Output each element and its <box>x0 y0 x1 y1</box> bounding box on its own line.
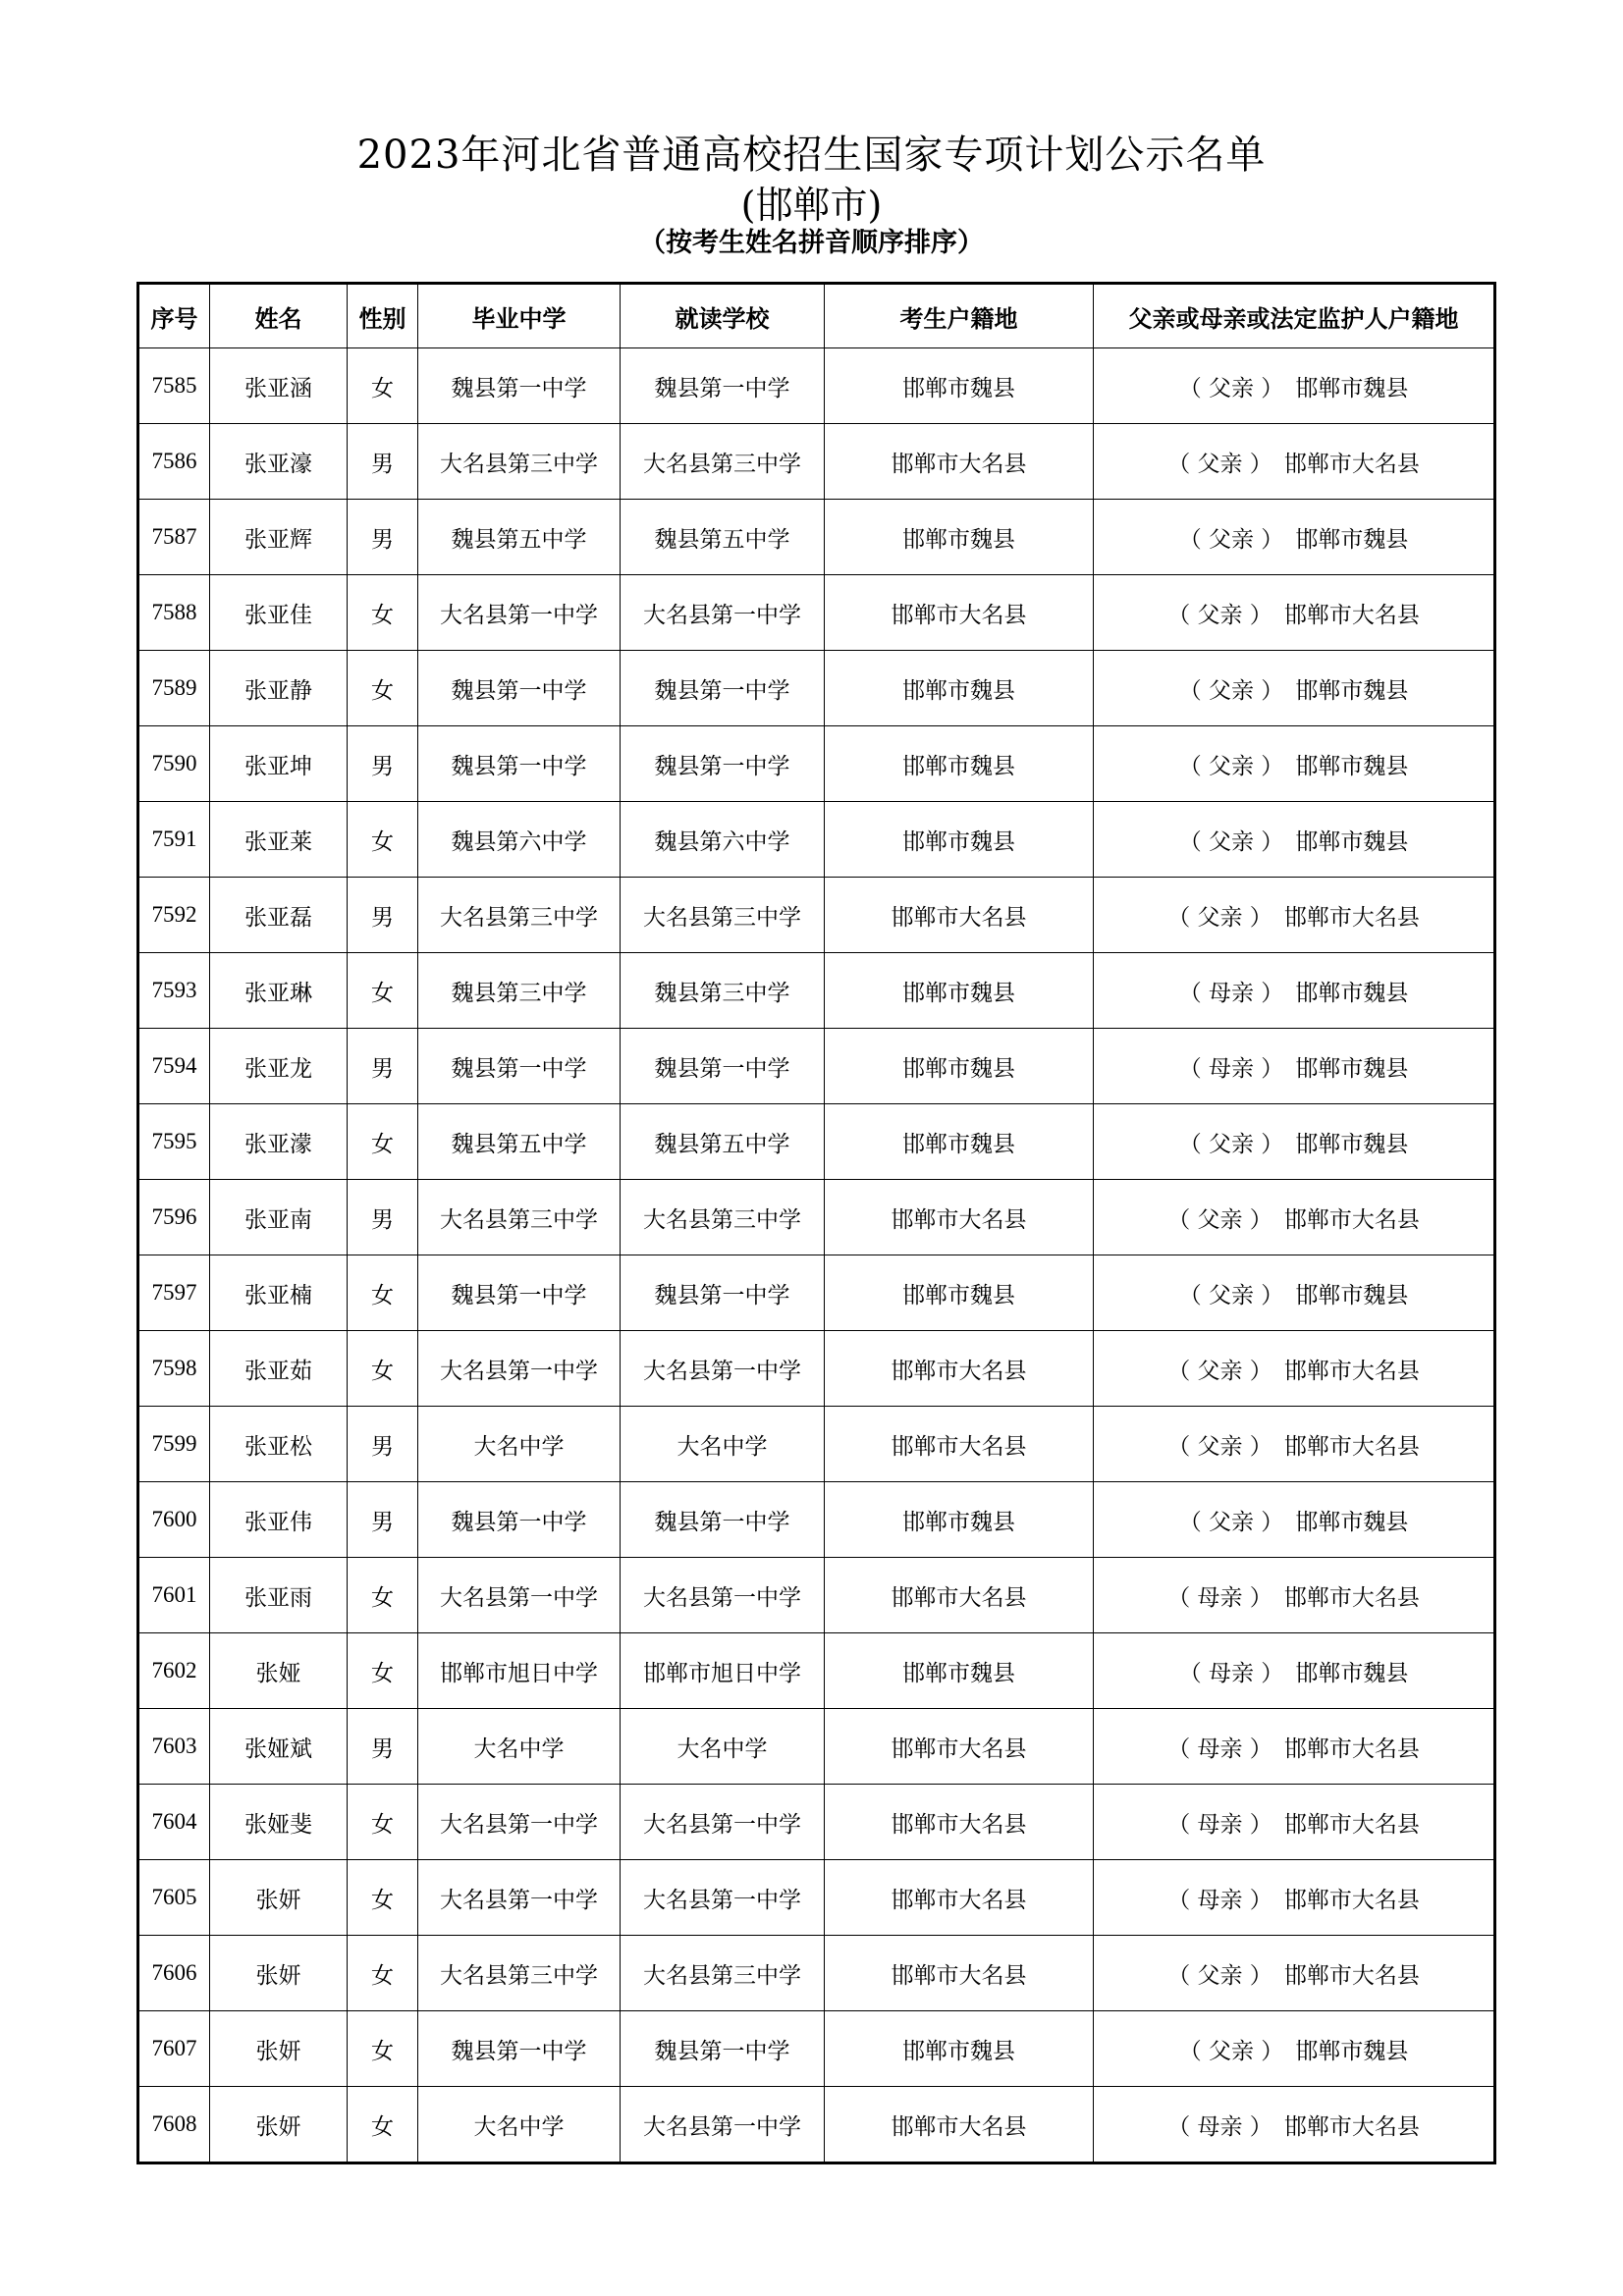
guardian-residence: 邯郸市魏县 <box>1295 828 1409 855</box>
cell-guardian <box>1094 1255 1495 1331</box>
cell-grad-school: 魏县第一中学 <box>418 348 621 424</box>
guardian-relation: （ 父亲 ） <box>1167 904 1272 931</box>
cell-residence: 邯郸市大名县 <box>825 878 1094 953</box>
table-row <box>138 1936 1495 2011</box>
cell-school: 魏县第一中学 <box>621 1482 825 1558</box>
cell-no: 7596 <box>138 1180 210 1255</box>
cell-no: 7599 <box>138 1407 210 1482</box>
cell-grad-school: 邯郸市旭日中学 <box>418 1633 621 1709</box>
table-row <box>138 2087 1495 2163</box>
cell-gender: 男 <box>348 1482 418 1558</box>
guardian-relation: （ 母亲 ） <box>1178 980 1284 1006</box>
guardian-relation: （ 父亲 ） <box>1167 1206 1272 1233</box>
guardian-residence: 邯郸市大名县 <box>1283 1206 1420 1233</box>
cell-residence: 邯郸市大名县 <box>825 1936 1094 2011</box>
cell-guardian <box>1094 1860 1495 1936</box>
cell-grad-school: 大名中学 <box>418 1709 621 1785</box>
cell-guardian <box>1094 651 1495 726</box>
table-row <box>138 1255 1495 1331</box>
cell-no: 7598 <box>138 1331 210 1407</box>
cell-grad-school: 魏县第五中学 <box>418 500 621 575</box>
cell-name: 张亚茹 <box>210 1331 348 1407</box>
cell-no: 7606 <box>138 1936 210 2011</box>
table-row <box>138 651 1495 726</box>
cell-gender: 女 <box>348 1104 418 1180</box>
cell-guardian <box>1094 1709 1495 1785</box>
cell-no: 7603 <box>138 1709 210 1785</box>
guardian-relation: （ 父亲 ） <box>1178 828 1284 855</box>
cell-residence: 邯郸市魏县 <box>825 726 1094 802</box>
col-header-name: 姓名 <box>210 284 348 348</box>
cell-grad-school: 大名县第三中学 <box>418 878 621 953</box>
cell-name: 张亚莱 <box>210 802 348 878</box>
table-row <box>138 1331 1495 1407</box>
guardian-residence: 邯郸市魏县 <box>1295 2038 1409 2064</box>
cell-name: 张娅 <box>210 1633 348 1709</box>
cell-guardian <box>1094 1936 1495 2011</box>
cell-guardian <box>1094 1180 1495 1255</box>
cell-name: 张亚楠 <box>210 1255 348 1331</box>
cell-no: 7601 <box>138 1558 210 1633</box>
cell-no: 7588 <box>138 575 210 651</box>
cell-gender: 男 <box>348 1029 418 1104</box>
page-title: 2023年河北省普通高校招生国家专项计划公示名单 <box>356 133 1267 178</box>
cell-name: 张亚静 <box>210 651 348 726</box>
cell-no: 7593 <box>138 953 210 1029</box>
guardian-relation: （ 父亲 ） <box>1178 2038 1284 2064</box>
cell-school: 魏县第三中学 <box>621 953 825 1029</box>
table-row <box>138 1104 1495 1180</box>
cell-school: 魏县第五中学 <box>621 1104 825 1180</box>
cell-gender: 女 <box>348 2011 418 2087</box>
guardian-residence: 邯郸市魏县 <box>1295 1660 1409 1686</box>
cell-no: 7604 <box>138 1785 210 1860</box>
cell-grad-school: 大名县第一中学 <box>418 1558 621 1633</box>
cell-guardian <box>1094 500 1495 575</box>
guardian-relation: （ 父亲 ） <box>1178 1282 1284 1308</box>
guardian-residence: 邯郸市大名县 <box>1283 602 1420 628</box>
cell-grad-school: 魏县第五中学 <box>418 1104 621 1180</box>
cell-grad-school: 大名县第三中学 <box>418 1936 621 2011</box>
table-row <box>138 1029 1495 1104</box>
cell-gender: 女 <box>348 953 418 1029</box>
cell-name: 张亚涵 <box>210 348 348 424</box>
cell-residence: 邯郸市魏县 <box>825 348 1094 424</box>
table-row <box>138 1785 1495 1860</box>
cell-no: 7608 <box>138 2087 210 2163</box>
cell-guardian <box>1094 2011 1495 2087</box>
cell-school: 魏县第一中学 <box>621 2011 825 2087</box>
cell-guardian <box>1094 1785 1495 1860</box>
guardian-residence: 邯郸市魏县 <box>1295 1509 1409 1535</box>
cell-grad-school: 大名县第一中学 <box>418 1331 621 1407</box>
cell-name: 张妍 <box>210 2011 348 2087</box>
guardian-residence: 邯郸市大名县 <box>1283 1962 1420 1989</box>
cell-residence: 邯郸市魏县 <box>825 1104 1094 1180</box>
cell-school: 大名县第一中学 <box>621 1558 825 1633</box>
cell-school: 大名县第一中学 <box>621 1331 825 1407</box>
cell-gender: 女 <box>348 802 418 878</box>
guardian-relation: （ 父亲 ） <box>1167 1962 1272 1989</box>
cell-residence: 邯郸市大名县 <box>825 575 1094 651</box>
guardian-residence: 邯郸市大名县 <box>1283 1433 1420 1460</box>
table-row <box>138 1180 1495 1255</box>
cell-no: 7586 <box>138 424 210 500</box>
table-row <box>138 1633 1495 1709</box>
guardian-relation: （ 父亲 ） <box>1167 602 1272 628</box>
guardian-relation: （ 父亲 ） <box>1178 677 1284 704</box>
guardian-residence: 邯郸市大名县 <box>1283 1358 1420 1384</box>
cell-gender: 女 <box>348 1558 418 1633</box>
cell-school: 大名县第一中学 <box>621 1785 825 1860</box>
cell-guardian <box>1094 1633 1495 1709</box>
col-header-gender: 性别 <box>348 284 418 348</box>
cell-residence: 邯郸市大名县 <box>825 1180 1094 1255</box>
cell-grad-school: 大名中学 <box>418 1407 621 1482</box>
cell-name: 张亚龙 <box>210 1029 348 1104</box>
cell-residence: 邯郸市大名县 <box>825 1785 1094 1860</box>
cell-residence: 邯郸市大名县 <box>825 2087 1094 2163</box>
cell-school: 邯郸市旭日中学 <box>621 1633 825 1709</box>
cell-grad-school: 魏县第一中学 <box>418 2011 621 2087</box>
cell-no: 7587 <box>138 500 210 575</box>
cell-school: 魏县第一中学 <box>621 726 825 802</box>
cell-school: 大名县第三中学 <box>621 878 825 953</box>
cell-gender: 女 <box>348 348 418 424</box>
cell-gender: 女 <box>348 1860 418 1936</box>
cell-residence: 邯郸市魏县 <box>825 802 1094 878</box>
cell-name: 张亚坤 <box>210 726 348 802</box>
table-row <box>138 878 1495 953</box>
guardian-relation: （ 父亲 ） <box>1178 526 1284 553</box>
guardian-relation: （ 母亲 ） <box>1167 1887 1272 1913</box>
table-row <box>138 1558 1495 1633</box>
cell-name: 张亚伟 <box>210 1482 348 1558</box>
cell-grad-school: 大名县第一中学 <box>418 1785 621 1860</box>
cell-residence: 邯郸市大名县 <box>825 1407 1094 1482</box>
cell-school: 大名县第三中学 <box>621 1936 825 2011</box>
guardian-residence: 邯郸市魏县 <box>1295 753 1409 779</box>
cell-grad-school: 魏县第一中学 <box>418 1255 621 1331</box>
cell-school: 魏县第一中学 <box>621 348 825 424</box>
cell-name: 张亚辉 <box>210 500 348 575</box>
cell-residence: 邯郸市大名县 <box>825 1860 1094 1936</box>
cell-grad-school: 大名县第一中学 <box>418 1860 621 1936</box>
cell-school: 魏县第一中学 <box>621 1029 825 1104</box>
cell-residence: 邯郸市大名县 <box>825 424 1094 500</box>
cell-guardian <box>1094 348 1495 424</box>
guardian-relation: （ 母亲 ） <box>1178 1055 1284 1082</box>
cell-no: 7591 <box>138 802 210 878</box>
col-header-residence: 考生户籍地 <box>825 284 1094 348</box>
table-row <box>138 575 1495 651</box>
cell-grad-school: 大名中学 <box>418 2087 621 2163</box>
cell-residence: 邯郸市魏县 <box>825 500 1094 575</box>
cell-school: 大名县第一中学 <box>621 1860 825 1936</box>
cell-no: 7589 <box>138 651 210 726</box>
guardian-relation: （ 母亲 ） <box>1167 1584 1272 1611</box>
guardian-relation: （ 父亲 ） <box>1178 753 1284 779</box>
cell-guardian <box>1094 802 1495 878</box>
guardian-residence: 邯郸市大名县 <box>1283 1735 1420 1762</box>
cell-name: 张亚雨 <box>210 1558 348 1633</box>
cell-school: 魏县第五中学 <box>621 500 825 575</box>
cell-school: 大名中学 <box>621 1709 825 1785</box>
col-header-guardian-residence: 父亲或母亲或法定监护人户籍地 <box>1094 284 1495 348</box>
cell-residence: 邯郸市魏县 <box>825 1482 1094 1558</box>
cell-school: 魏县第六中学 <box>621 802 825 878</box>
cell-name: 张亚佳 <box>210 575 348 651</box>
cell-name: 张亚松 <box>210 1407 348 1482</box>
guardian-residence: 邯郸市大名县 <box>1283 2113 1420 2140</box>
guardian-residence: 邯郸市魏县 <box>1295 1282 1409 1308</box>
table-row <box>138 2011 1495 2087</box>
cell-gender: 男 <box>348 424 418 500</box>
table-row <box>138 348 1495 424</box>
cell-residence: 邯郸市大名县 <box>825 1709 1094 1785</box>
cell-gender: 女 <box>348 651 418 726</box>
cell-no: 7607 <box>138 2011 210 2087</box>
guardian-residence: 邯郸市大名县 <box>1283 451 1420 477</box>
guardian-residence: 邯郸市魏县 <box>1295 526 1409 553</box>
guardian-residence: 邯郸市大名县 <box>1283 904 1420 931</box>
cell-residence: 邯郸市魏县 <box>825 1633 1094 1709</box>
table-row <box>138 1709 1495 1785</box>
cell-grad-school: 大名县第三中学 <box>418 424 621 500</box>
cell-grad-school: 魏县第一中学 <box>418 1482 621 1558</box>
table-row <box>138 726 1495 802</box>
guardian-residence: 邯郸市魏县 <box>1295 980 1409 1006</box>
table-row <box>138 802 1495 878</box>
table-row <box>138 953 1495 1029</box>
table-row <box>138 500 1495 575</box>
guardian-relation: （ 母亲 ） <box>1167 1811 1272 1838</box>
cell-gender: 男 <box>348 1407 418 1482</box>
cell-residence: 邯郸市魏县 <box>825 651 1094 726</box>
cell-no: 7595 <box>138 1104 210 1180</box>
cell-school: 大名县第一中学 <box>621 575 825 651</box>
col-header-grad-school: 毕业中学 <box>418 284 621 348</box>
table-row <box>138 1860 1495 1936</box>
guardian-residence: 邯郸市魏县 <box>1295 375 1409 401</box>
cell-guardian <box>1094 1558 1495 1633</box>
cell-gender: 男 <box>348 726 418 802</box>
table-header-row <box>138 284 1495 348</box>
cell-guardian <box>1094 1029 1495 1104</box>
cell-guardian <box>1094 575 1495 651</box>
cell-residence: 邯郸市魏县 <box>825 1255 1094 1331</box>
cell-name: 张妍 <box>210 1860 348 1936</box>
guardian-residence: 邯郸市大名县 <box>1283 1584 1420 1611</box>
col-header-no: 序号 <box>138 284 210 348</box>
page-subtitle: (邯郸市) <box>740 184 883 227</box>
cell-grad-school: 魏县第一中学 <box>418 726 621 802</box>
cell-guardian <box>1094 424 1495 500</box>
cell-name: 张亚南 <box>210 1180 348 1255</box>
cell-grad-school: 魏县第三中学 <box>418 953 621 1029</box>
cell-gender: 女 <box>348 1633 418 1709</box>
cell-no: 7594 <box>138 1029 210 1104</box>
cell-gender: 女 <box>348 1785 418 1860</box>
cell-grad-school: 魏县第六中学 <box>418 802 621 878</box>
cell-no: 7592 <box>138 878 210 953</box>
roster-table <box>136 282 1496 2164</box>
cell-gender: 男 <box>348 878 418 953</box>
cell-grad-school: 魏县第一中学 <box>418 651 621 726</box>
cell-no: 7602 <box>138 1633 210 1709</box>
cell-school: 魏县第一中学 <box>621 651 825 726</box>
cell-school: 大名县第三中学 <box>621 424 825 500</box>
table-row <box>138 1407 1495 1482</box>
cell-grad-school: 大名县第三中学 <box>418 1180 621 1255</box>
table-body <box>138 348 1495 2163</box>
col-header-school: 就读学校 <box>621 284 825 348</box>
guardian-relation: （ 父亲 ） <box>1178 375 1284 401</box>
cell-school: 魏县第一中学 <box>621 1255 825 1331</box>
sort-note: （按考生姓名拼音顺序排序） <box>639 228 984 258</box>
guardian-relation: （ 父亲 ） <box>1167 451 1272 477</box>
cell-school: 大名中学 <box>621 1407 825 1482</box>
cell-residence: 邯郸市大名县 <box>825 1558 1094 1633</box>
guardian-relation: （ 母亲 ） <box>1167 2113 1272 2140</box>
guardian-relation: （ 母亲 ） <box>1178 1660 1284 1686</box>
guardian-residence: 邯郸市大名县 <box>1283 1887 1420 1913</box>
cell-no: 7605 <box>138 1860 210 1936</box>
guardian-relation: （ 父亲 ） <box>1167 1358 1272 1384</box>
cell-gender: 女 <box>348 2087 418 2163</box>
cell-no: 7600 <box>138 1482 210 1558</box>
cell-gender: 女 <box>348 575 418 651</box>
guardian-residence: 邯郸市魏县 <box>1295 1131 1409 1157</box>
cell-gender: 男 <box>348 500 418 575</box>
guardian-residence: 邯郸市魏县 <box>1295 677 1409 704</box>
cell-name: 张娅斌 <box>210 1709 348 1785</box>
cell-grad-school: 大名县第一中学 <box>418 575 621 651</box>
cell-name: 张亚磊 <box>210 878 348 953</box>
cell-guardian <box>1094 878 1495 953</box>
cell-guardian <box>1094 1331 1495 1407</box>
cell-residence: 邯郸市魏县 <box>825 2011 1094 2087</box>
cell-residence: 邯郸市大名县 <box>825 1331 1094 1407</box>
cell-name: 张娅斐 <box>210 1785 348 1860</box>
cell-no: 7597 <box>138 1255 210 1331</box>
cell-name: 张亚濠 <box>210 424 348 500</box>
cell-residence: 邯郸市魏县 <box>825 1029 1094 1104</box>
cell-name: 张亚琳 <box>210 953 348 1029</box>
cell-gender: 男 <box>348 1709 418 1785</box>
cell-guardian <box>1094 1482 1495 1558</box>
guardian-residence: 邯郸市大名县 <box>1283 1811 1420 1838</box>
cell-guardian <box>1094 1104 1495 1180</box>
cell-gender: 男 <box>348 1180 418 1255</box>
cell-no: 7590 <box>138 726 210 802</box>
cell-guardian <box>1094 1407 1495 1482</box>
guardian-relation: （ 父亲 ） <box>1178 1509 1284 1535</box>
cell-grad-school: 魏县第一中学 <box>418 1029 621 1104</box>
table-row <box>138 1482 1495 1558</box>
cell-school: 大名县第三中学 <box>621 1180 825 1255</box>
cell-name: 张亚濛 <box>210 1104 348 1180</box>
guardian-relation: （ 父亲 ） <box>1178 1131 1284 1157</box>
guardian-relation: （ 母亲 ） <box>1167 1735 1272 1762</box>
guardian-residence: 邯郸市魏县 <box>1295 1055 1409 1082</box>
cell-school: 大名县第一中学 <box>621 2087 825 2163</box>
cell-residence: 邯郸市魏县 <box>825 953 1094 1029</box>
cell-gender: 女 <box>348 1255 418 1331</box>
cell-guardian <box>1094 726 1495 802</box>
cell-name: 张妍 <box>210 2087 348 2163</box>
cell-gender: 女 <box>348 1331 418 1407</box>
cell-name: 张妍 <box>210 1936 348 2011</box>
cell-guardian <box>1094 2087 1495 2163</box>
cell-gender: 女 <box>348 1936 418 2011</box>
guardian-relation: （ 父亲 ） <box>1167 1433 1272 1460</box>
cell-guardian <box>1094 953 1495 1029</box>
table-row <box>138 424 1495 500</box>
cell-no: 7585 <box>138 348 210 424</box>
